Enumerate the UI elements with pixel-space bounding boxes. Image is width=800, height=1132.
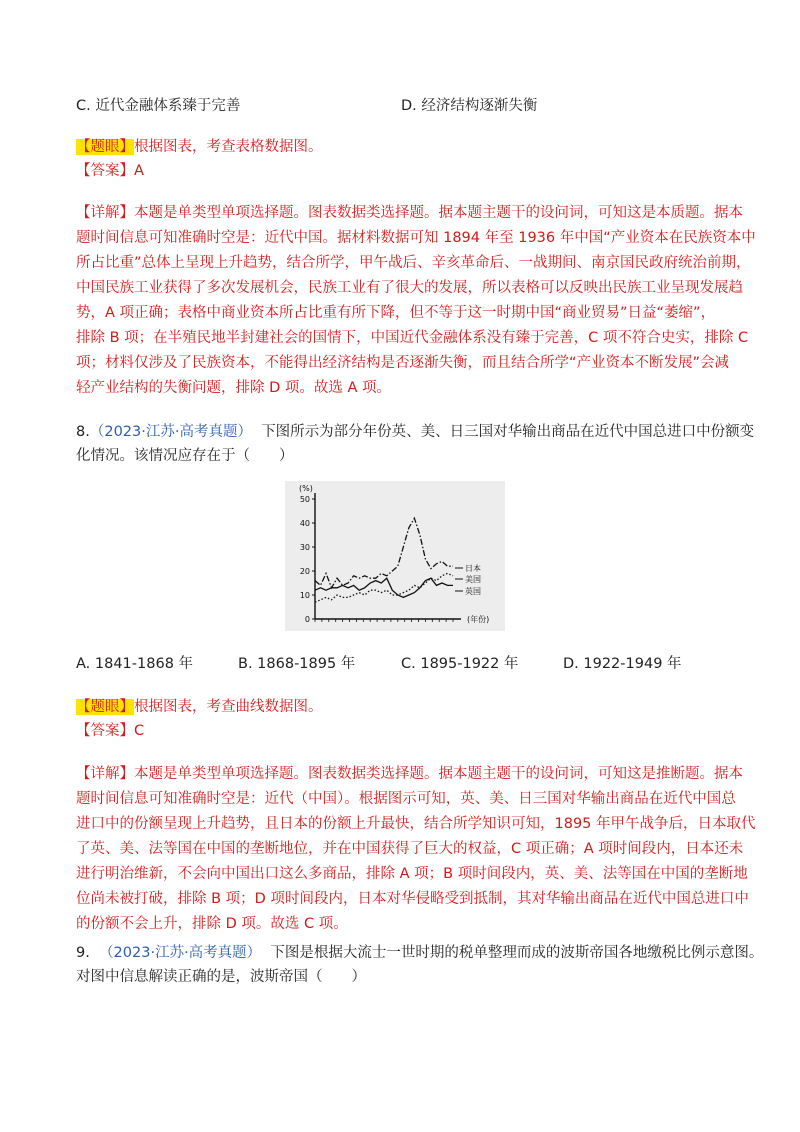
q7-answer-line bbox=[76, 161, 144, 181]
answer-tag: 【答案】 bbox=[76, 723, 134, 739]
legend-label: 美国 bbox=[465, 575, 481, 584]
q7-detail-line: 势，A 项正确；表格中商业资本所占比重有所下降，但不等于这一时期中国“商业贸易”日益“萎缩”， bbox=[76, 305, 716, 321]
y-tick-label: 30 bbox=[299, 543, 310, 552]
q8-option-b: B. 1868-1895 年 bbox=[238, 656, 356, 672]
q8-option-c: C. 1895-1922 年 bbox=[401, 656, 519, 672]
q7-detail-line: 题时间信息可知准确时空是：近代中国。据材料数据可知 1894 年至 1936 年中国“产业资本在民族资本中 bbox=[76, 230, 756, 246]
question-number: 9. bbox=[76, 945, 90, 961]
q8-eye-line bbox=[76, 697, 323, 717]
q8-stem: 8.（2023·江苏·高考真题） 下图所示为部分年份英、美、日三国对华输出商品在近代中国总进口中份额变 bbox=[76, 424, 755, 440]
y-tick-label: 0 bbox=[304, 615, 310, 624]
chart-svg bbox=[285, 481, 505, 631]
q7-option-d: D. 经济结构逐渐失衡 bbox=[401, 98, 538, 114]
q7-detail-line: 中国民族工业获得了多次发展机会，民族工业有了很大的发展，所以表格可以反映出民族工业呈现发展趋 bbox=[76, 280, 743, 296]
y-axis-label: (%) bbox=[299, 484, 313, 493]
q8-detail-line: 了英、美、法等国在中国的垄断地位，并在中国获得了巨大的权益，C 项正确；A 项时间段内，日本还未 bbox=[76, 841, 744, 857]
q8-detail-line: 【详解】本题是单类型单项选择题。图表数据类选择题。据本题主题干的设问词，可知这是推断题。据本 bbox=[76, 766, 743, 782]
legend-label: 日本 bbox=[465, 564, 481, 573]
q7-detail-line: 项；材料仅涉及了民族资本，不能得出经济结构是否逐渐失衡，而且结合所学“产业资本不断发展”会减 bbox=[76, 355, 730, 371]
q9-stem: 9. （2023·江苏·高考真题） 下图是根据大流士一世时期的税单整理而成的波斯帝国各地缴税比例示意图。 bbox=[76, 945, 764, 961]
q8-option-d: D. 1922-1949 年 bbox=[563, 656, 682, 672]
eye-tag: 【题眼】 bbox=[76, 699, 134, 715]
y-tick-label: 40 bbox=[299, 519, 310, 528]
q7-detail-line: 所占比重”总体上呈现上升趋势，结合所学，甲午战后、辛亥革命后、一战期间、南京国民政府统治前期， bbox=[76, 255, 751, 271]
eye-text: 根据图表，考查曲线数据图。 bbox=[134, 699, 323, 715]
eye-tag: 【题眼】 bbox=[76, 139, 134, 155]
q7-detail-line: 轻产业结构的失衡问题，排除 D 项。故选 A 项。 bbox=[76, 380, 392, 396]
detail-tag: 【详解】 bbox=[76, 205, 134, 221]
y-tick-label: 10 bbox=[299, 591, 310, 600]
q7-detail-line: 排除 B 项；在半殖民地半封建社会的国情下，中国近代金融体系没有臻于完善，C 项不符合史实，排除 C bbox=[76, 330, 749, 346]
answer-value: C bbox=[134, 723, 145, 739]
q7-option-c: C. 近代金融体系臻于完善 bbox=[76, 98, 241, 114]
x-axis-label: (年份) bbox=[467, 615, 490, 624]
q8-detail-line: 题时间信息可知准确时空是：近代（中国）。根据图示可知，英、美、日三国对华输出商品在近代中国总 bbox=[76, 791, 736, 807]
question-source: （2023·江苏·高考真题） bbox=[99, 945, 262, 961]
question-source: （2023·江苏·高考真题） bbox=[89, 424, 252, 440]
y-tick-label: 20 bbox=[299, 567, 310, 576]
y-tick-label: 50 bbox=[299, 495, 310, 504]
q8-detail-line: 的份额不会上升，排除 D 项。故选 C 项。 bbox=[76, 916, 348, 932]
answer-tag: 【答案】 bbox=[76, 163, 134, 179]
eye-text: 根据图表，考查表格数据图。 bbox=[134, 139, 323, 155]
series-line bbox=[315, 518, 453, 588]
q7-detail-line: 【详解】本题是单类型单项选择题。图表数据类选择题。据本题主题干的设问词，可知这是本质题。据本 bbox=[76, 205, 743, 221]
legend-label: 英国 bbox=[465, 587, 481, 596]
q8-answer-line bbox=[76, 721, 144, 741]
q9-stem-line2: 对图中信息解读正确的是，波斯帝国（ ） bbox=[76, 969, 366, 985]
q8-stem-line2: 化情况。该情况应存在于（ ） bbox=[76, 448, 294, 464]
q8-detail-line: 进行明治维新，不会向中国出口这么多商品，排除 A 项；B 项时间段内，英、美、法等国在中国的垄断地 bbox=[76, 866, 748, 882]
detail-tag: 【详解】 bbox=[76, 766, 134, 782]
question-number: 8. bbox=[76, 424, 90, 440]
q7-eye-line bbox=[76, 137, 323, 157]
q8-option-a: A. 1841-1868 年 bbox=[76, 656, 194, 672]
answer-value: A bbox=[134, 163, 144, 179]
q8-detail-line: 进口中的份额呈现上升趋势，且日本的份额上升最快，结合所学知识可知，1895 年甲午战争后，日本取代 bbox=[76, 816, 756, 832]
q8-detail-line: 位尚未被打破，排除 B 项；D 项时间段内，日本对华侵略受到抵制，其对华输出商品在近代中国总进口中 bbox=[76, 891, 749, 907]
q8-line-chart bbox=[285, 481, 505, 631]
